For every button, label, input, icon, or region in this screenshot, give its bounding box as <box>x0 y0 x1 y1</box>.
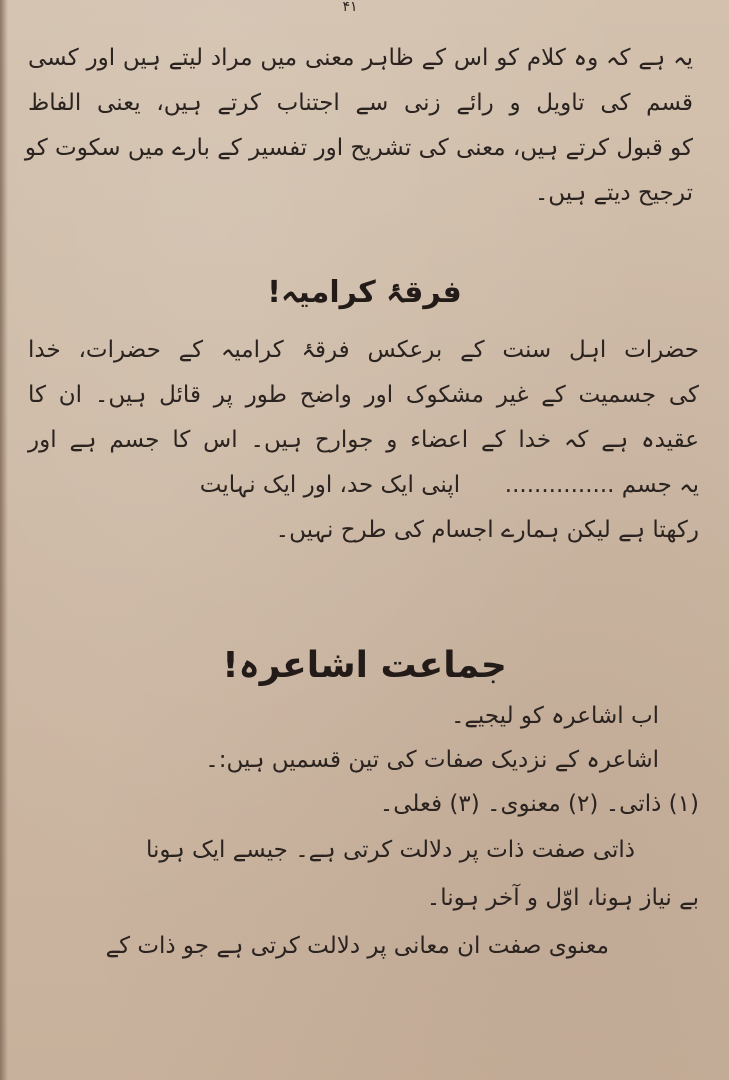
text-line: رکھتا ہے لیکن ہمارے اجسام کی طرح نہیں۔ <box>275 517 699 543</box>
text-line: ترجیح دیتے ہیں۔ <box>534 180 693 206</box>
line-start: یہ جسم <box>621 472 699 498</box>
ashaira-section <box>28 694 699 970</box>
text-line: ذاتی صفت ذات پر دلالت کرتی ہے۔ جیسے ایک ہونا <box>145 837 635 863</box>
elision-dots: ............... <box>504 472 615 498</box>
text-line: قسم کی تاویل و رائے زنی سے اجتناب کرتے ہیں، یعنی الفاظ <box>28 90 693 116</box>
text-line: کی جسمیت کے غیر مشکوک اور واضح طور پر قائل ہیں۔ ان کا <box>28 382 699 408</box>
intro-paragraph <box>24 36 693 216</box>
text-line: عقیدہ ہے کہ خدا کے اعضاء و جوارح ہیں۔ اس کا جسم ہے اور <box>28 427 699 453</box>
text-line: معنوی صفت ان معانی پر دلالت کرتی ہے جو ذات کے <box>105 933 609 959</box>
karamiya-paragraph <box>28 328 699 553</box>
types-list: (۱) ذاتی۔ (۲) معنوی۔ (۳) فعلی۔ <box>379 791 699 817</box>
text-line: اشاعرہ کے نزدیک صفات کی تین قسمیں ہیں:۔ <box>205 747 659 773</box>
text-line: بے نیاز ہونا، اوّل و آخر ہونا۔ <box>426 885 699 911</box>
text-line-with-gap <box>28 463 699 508</box>
heading-karamiya: فرقۂ کرامیہ! <box>267 275 462 310</box>
text-line: اب اشاعرہ کو لیجیے۔ <box>450 703 659 729</box>
text-line: یہ ہے کہ وہ کلام کو اس کے ظاہر معنی میں مراد لیتے ہیں اور کسی <box>28 45 693 71</box>
text-line: کو قبول کرتے ہیں، معنی کی تشریح اور تفسیر کے بارے میں سکوت کو <box>24 135 693 161</box>
heading-ashaira: جماعت اشاعرہ! <box>222 645 507 686</box>
page-edge-shadow <box>0 0 8 1080</box>
line-end: اپنی ایک حد، اور ایک نہایت <box>199 472 461 498</box>
page-number: ۴۱ <box>342 0 358 14</box>
text-line: حضرات اہل سنت کے برعکس فرقۂ کرامیہ کے حضرات، خدا <box>28 337 699 363</box>
